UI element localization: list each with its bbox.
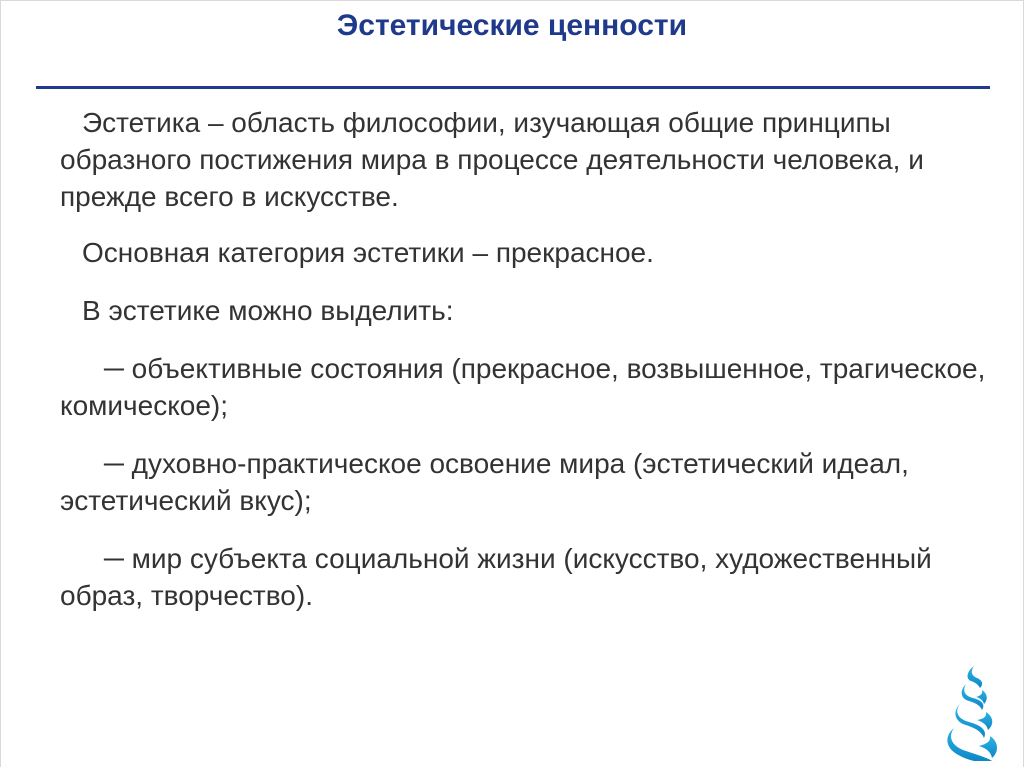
bullet-dash-icon: ─ — [104, 448, 124, 479]
bullet-item — [60, 350, 1000, 424]
bullet-dash-icon: ─ — [104, 353, 124, 384]
slide-border-left — [0, 0, 1, 767]
slide-title: Эстетические ценности — [336, 9, 688, 42]
bullet-text: объективные состояния (прекрасное, возвышенное, трагическое, комическое); — [60, 353, 986, 421]
bullet-text: духовно-практическое освоение мира (эстетический идеал, эстетический вкус); — [60, 448, 909, 516]
main-category-paragraph: Основная категория эстетики – прекрасное. — [82, 237, 654, 268]
bullet-text: мир субъекта социальной жизни (искусство, художественный образ, творчество). — [60, 543, 932, 611]
bullet-dash-icon: ─ — [104, 543, 124, 574]
title-underline — [36, 86, 990, 89]
definition-paragraph: Эстетика – область философии, изучающая общие принципы образного постижения мира в процессе деятельности человека, и прежде всего в искусстве. — [60, 107, 924, 212]
slide-body — [60, 104, 1000, 614]
bullet-item — [60, 540, 1000, 614]
slide-border-top — [0, 0, 1024, 1]
university-spiral-logo-icon — [944, 664, 1004, 762]
intro-paragraph: В эстетике можно выделить: — [82, 295, 454, 326]
bullet-item — [60, 445, 1000, 519]
